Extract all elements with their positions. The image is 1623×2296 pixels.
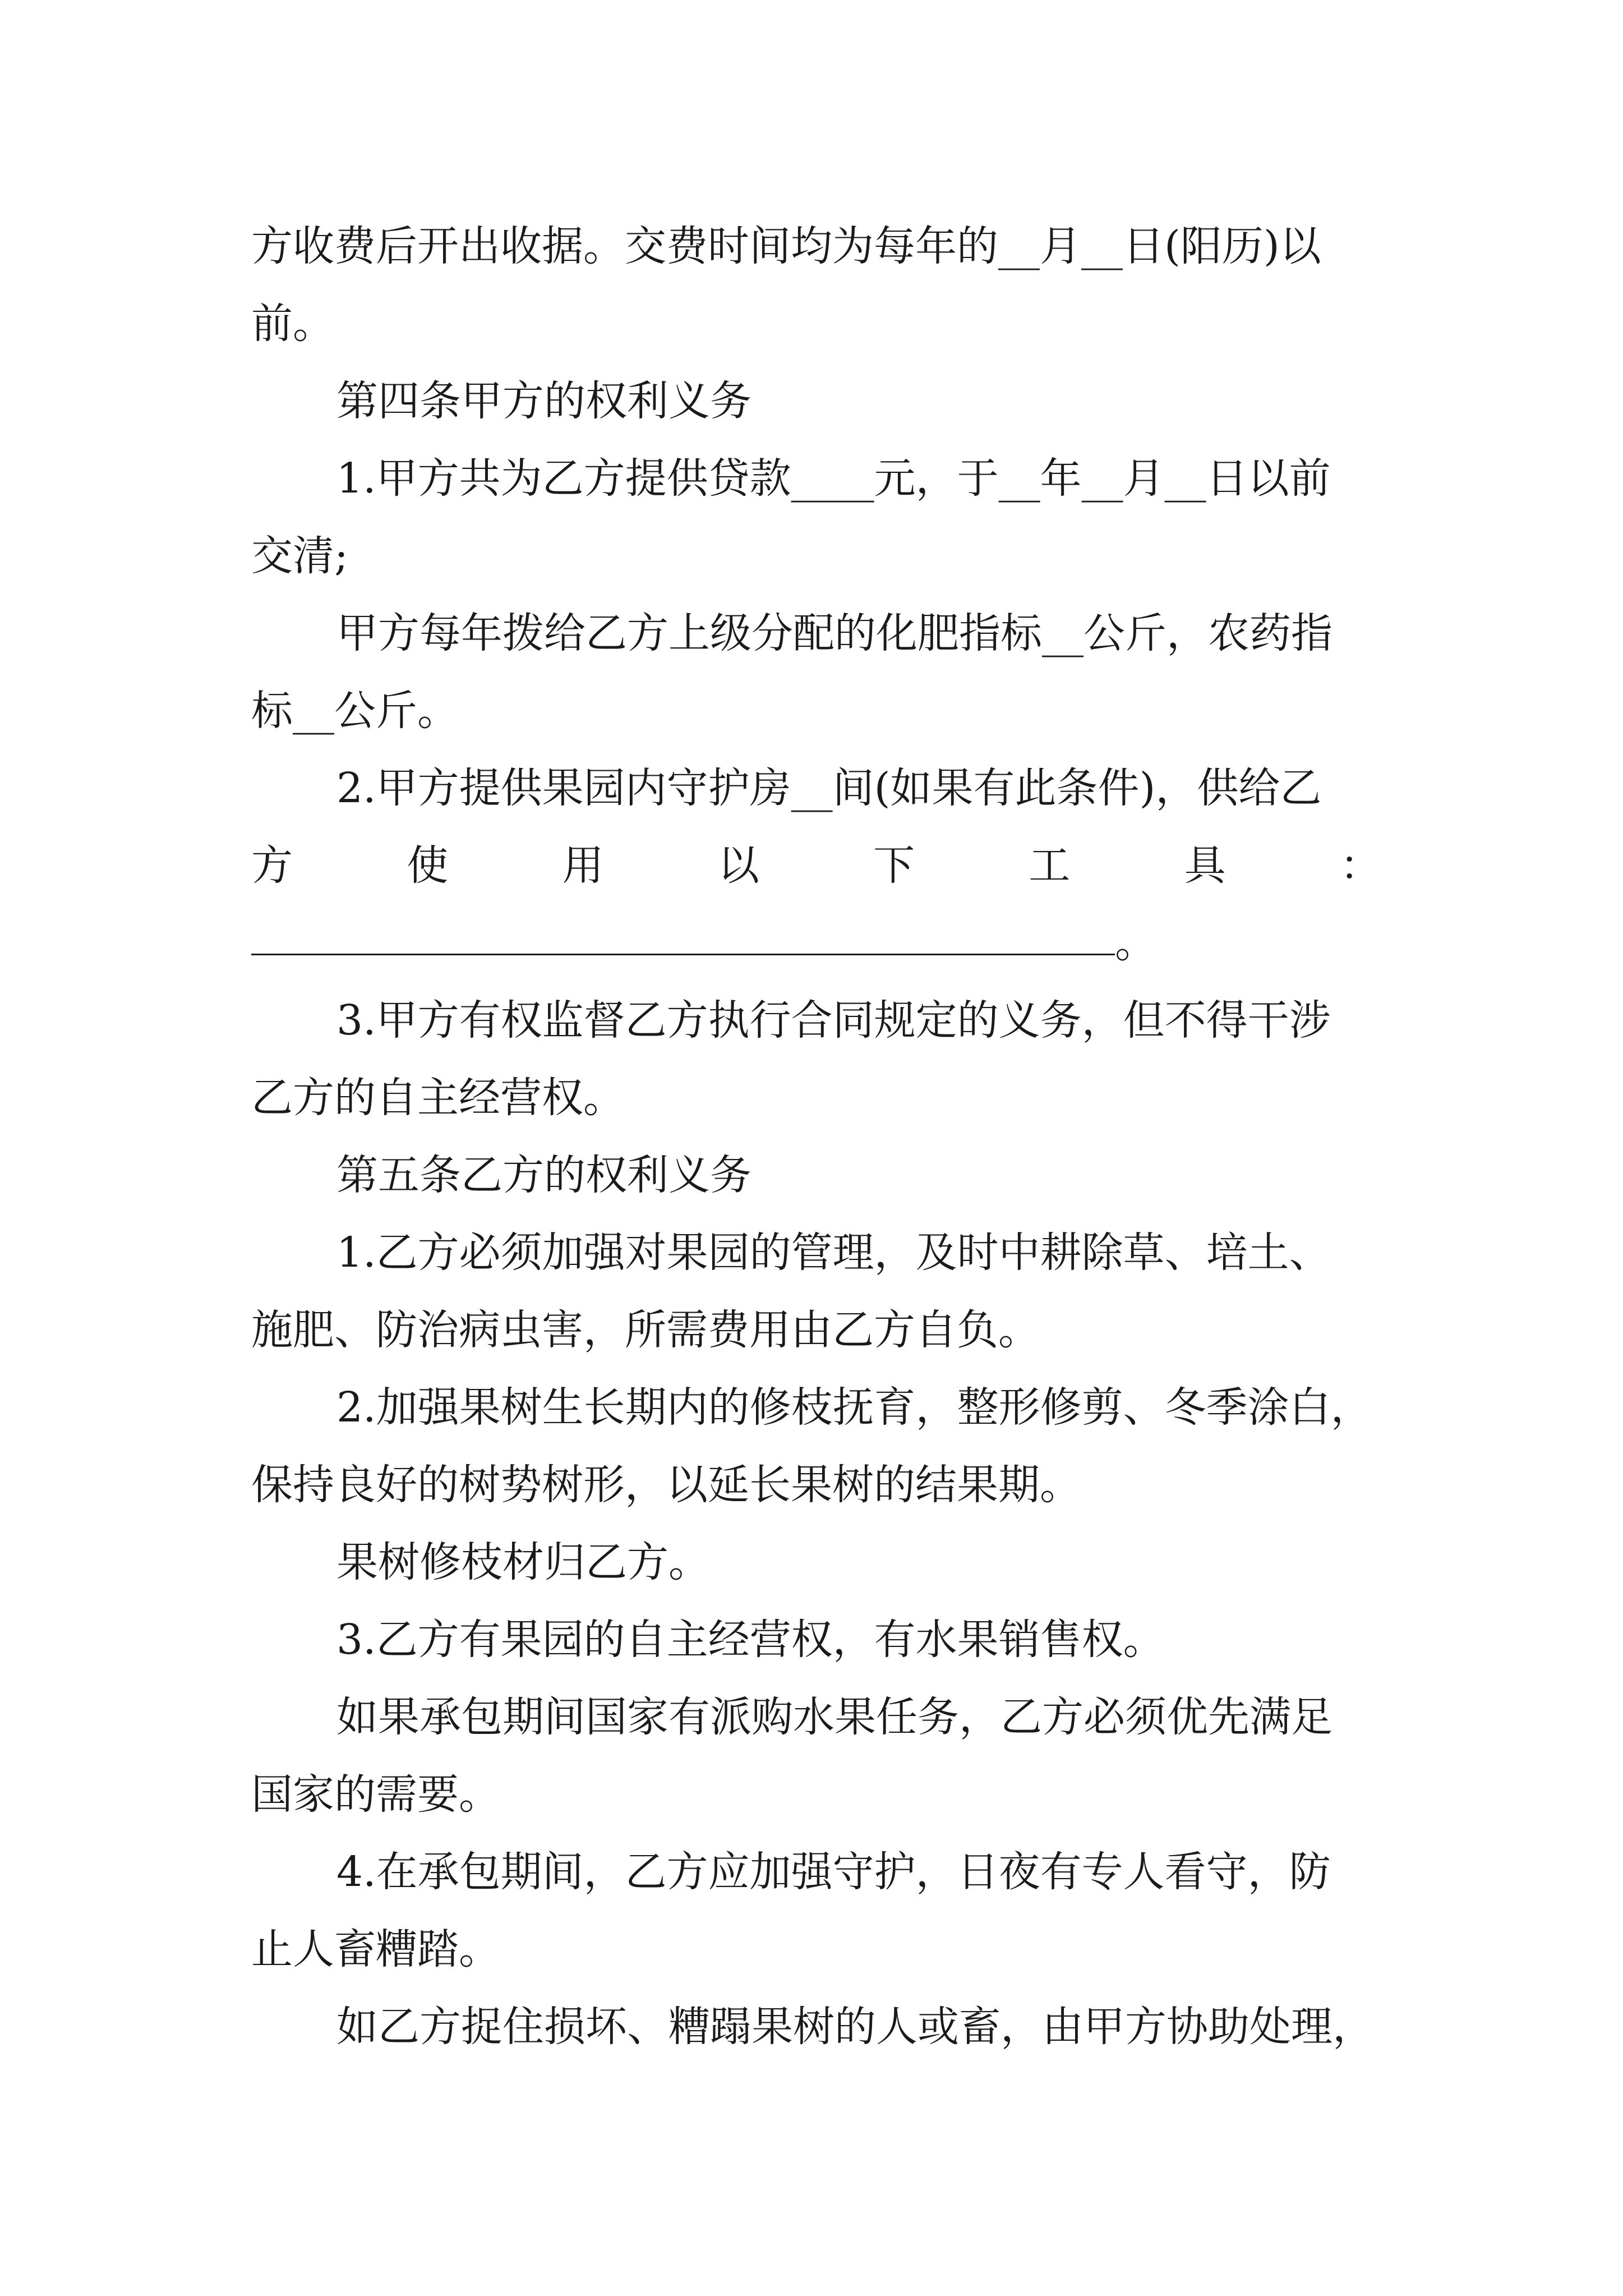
paragraph-line: 前。 [251, 300, 334, 348]
paragraph-line: 1.乙方必须加强对果园的管理，及时中耕除草、培土、 [336, 1228, 1331, 1277]
paragraph-line: 乙方的自主经营权。 [251, 1074, 625, 1122]
justified-char: 方 [251, 841, 293, 890]
paragraph-line: 交清; [251, 532, 348, 580]
justified-char: ： [1339, 841, 1381, 890]
paragraph-line: 如果承包期间国家有派购水果任务，乙方必须优先满足 [336, 1693, 1332, 1741]
paragraph-line: 3.甲方有权监督乙方执行合同规定的义务，但不得干涉 [336, 996, 1331, 1045]
section-heading: 第四条甲方的权利义务 [336, 377, 751, 425]
paragraph-line: 方收费后开出收据。交费时间均为每年的__月__日(阳历)以 [251, 222, 1321, 270]
justified-line [251, 827, 1381, 904]
justified-char: 下 [873, 841, 915, 890]
justified-char: 使 [407, 841, 449, 890]
justified-char: 用 [562, 841, 604, 890]
paragraph-line: 止人畜糟踏。 [251, 1925, 500, 1973]
paragraph-line: 施肥、防治病虫害，所需费用由乙方自负。 [251, 1306, 1040, 1354]
paragraph-line: 保持良好的树势树形，以延长果树的结果期。 [251, 1461, 1081, 1509]
justified-char: 工 [1029, 841, 1071, 890]
justified-char: 具 [1184, 841, 1226, 890]
paragraph-line: 国家的需要。 [251, 1770, 500, 1819]
blank-fill-line [251, 904, 1381, 982]
blank-line-end: 。 [1115, 919, 1156, 967]
paragraph-line: 果树修枝材归乙方。 [336, 1538, 710, 1586]
document-page [251, 208, 1381, 2065]
paragraph-line: 如乙方捉住损坏、糟蹋果树的人或畜，由甲方协助处理， [336, 2003, 1374, 2051]
justified-char: 以 [717, 841, 759, 890]
blank-underline [251, 954, 1115, 955]
paragraph-line: 甲方每年拨给乙方上级分配的化肥指标__公斤，农药指 [336, 609, 1332, 657]
paragraph-line: 标__公斤。 [251, 687, 459, 735]
paragraph-line: 1.甲方共为乙方提供贷款____元，于__年__月__日以前 [336, 454, 1331, 503]
paragraph-line: 4.在承包期间，乙方应加强守护，日夜有专人看守，防 [336, 1848, 1331, 1896]
paragraph-line: 2.加强果树生长期内的修枝抚育，整形修剪、冬季涂白， [336, 1383, 1372, 1432]
section-heading: 第五条乙方的权利义务 [336, 1151, 751, 1199]
paragraph-line: 2.甲方提供果园内守护房__间(如果有此条件)，供给乙 [336, 764, 1322, 812]
paragraph-line: 3.乙方有果园的自主经营权，有水果销售权。 [336, 1616, 1165, 1664]
